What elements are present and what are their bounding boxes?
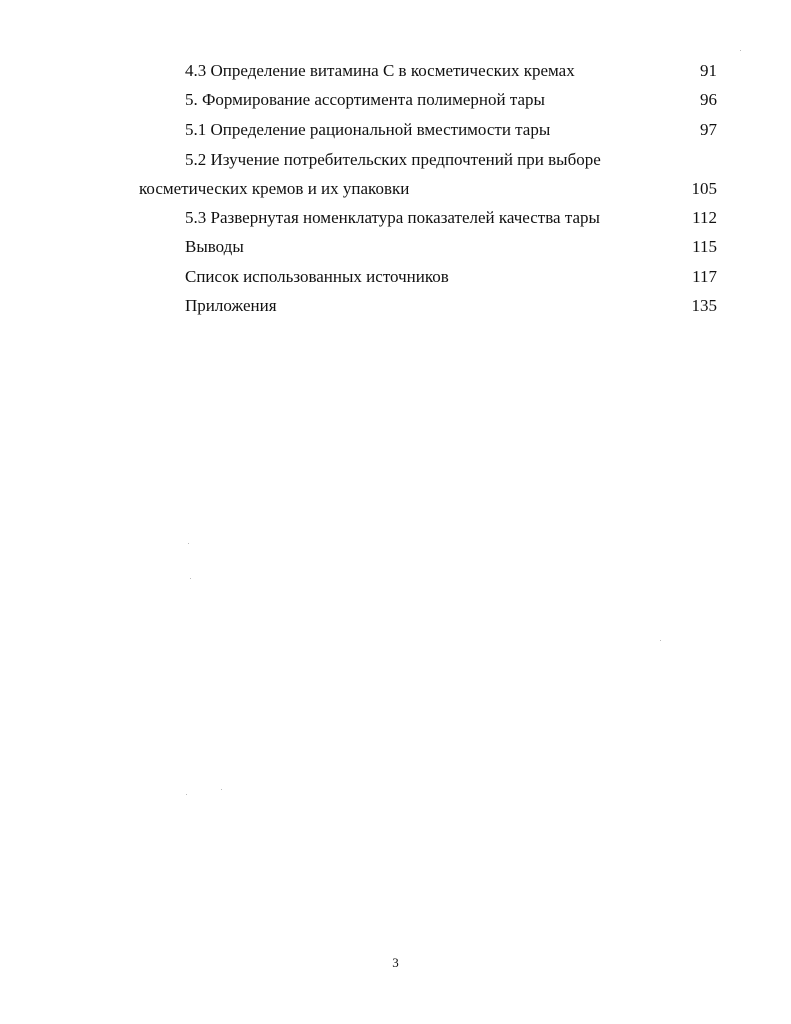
scan-speck — [660, 640, 661, 641]
toc-entry-5-3-title: 5.3 Развернутая номенклатура показателей качества тары — [185, 208, 600, 227]
toc-entry-4-3-page: 91 — [700, 61, 717, 80]
toc-entry-appendices-page: 135 — [691, 296, 717, 315]
toc-entry-4-3-title: 4.3 Определение витамина С в косметических кремах — [185, 61, 575, 80]
toc-entry-5-2-title-line1: 5.2 Изучение потребительских предпочтений при выборе — [185, 150, 601, 169]
toc-entry-5-1-page: 97 — [700, 120, 717, 139]
toc-entry-5-3-page: 112 — [692, 208, 717, 227]
toc-entry-conclusions-title: Выводы — [185, 237, 244, 256]
scan-speck — [186, 794, 187, 795]
page-number: 3 — [392, 955, 399, 970]
scan-speck — [190, 578, 191, 579]
toc-entry-5-title: 5. Формирование ассортимента полимерной тары — [185, 90, 545, 109]
scan-speck — [188, 543, 189, 544]
toc-entry-5-2-page: 105 — [691, 179, 717, 198]
toc-entry-references-title: Список использованных источников — [185, 267, 449, 286]
scan-speck — [740, 50, 741, 51]
table-of-contents — [0, 0, 791, 330]
toc-entry-5-1-title: 5.1 Определение рациональной вместимости тары — [185, 120, 551, 139]
scan-speck — [221, 789, 222, 790]
toc-entry-references-page: 117 — [692, 267, 717, 286]
toc-entry-5-page: 96 — [700, 90, 717, 109]
toc-entry-5-2-title-line2: косметических кремов и их упаковки — [139, 179, 410, 198]
toc-entry-conclusions-page: 115 — [692, 237, 717, 256]
toc-entry-appendices-title: Приложения — [185, 296, 277, 315]
